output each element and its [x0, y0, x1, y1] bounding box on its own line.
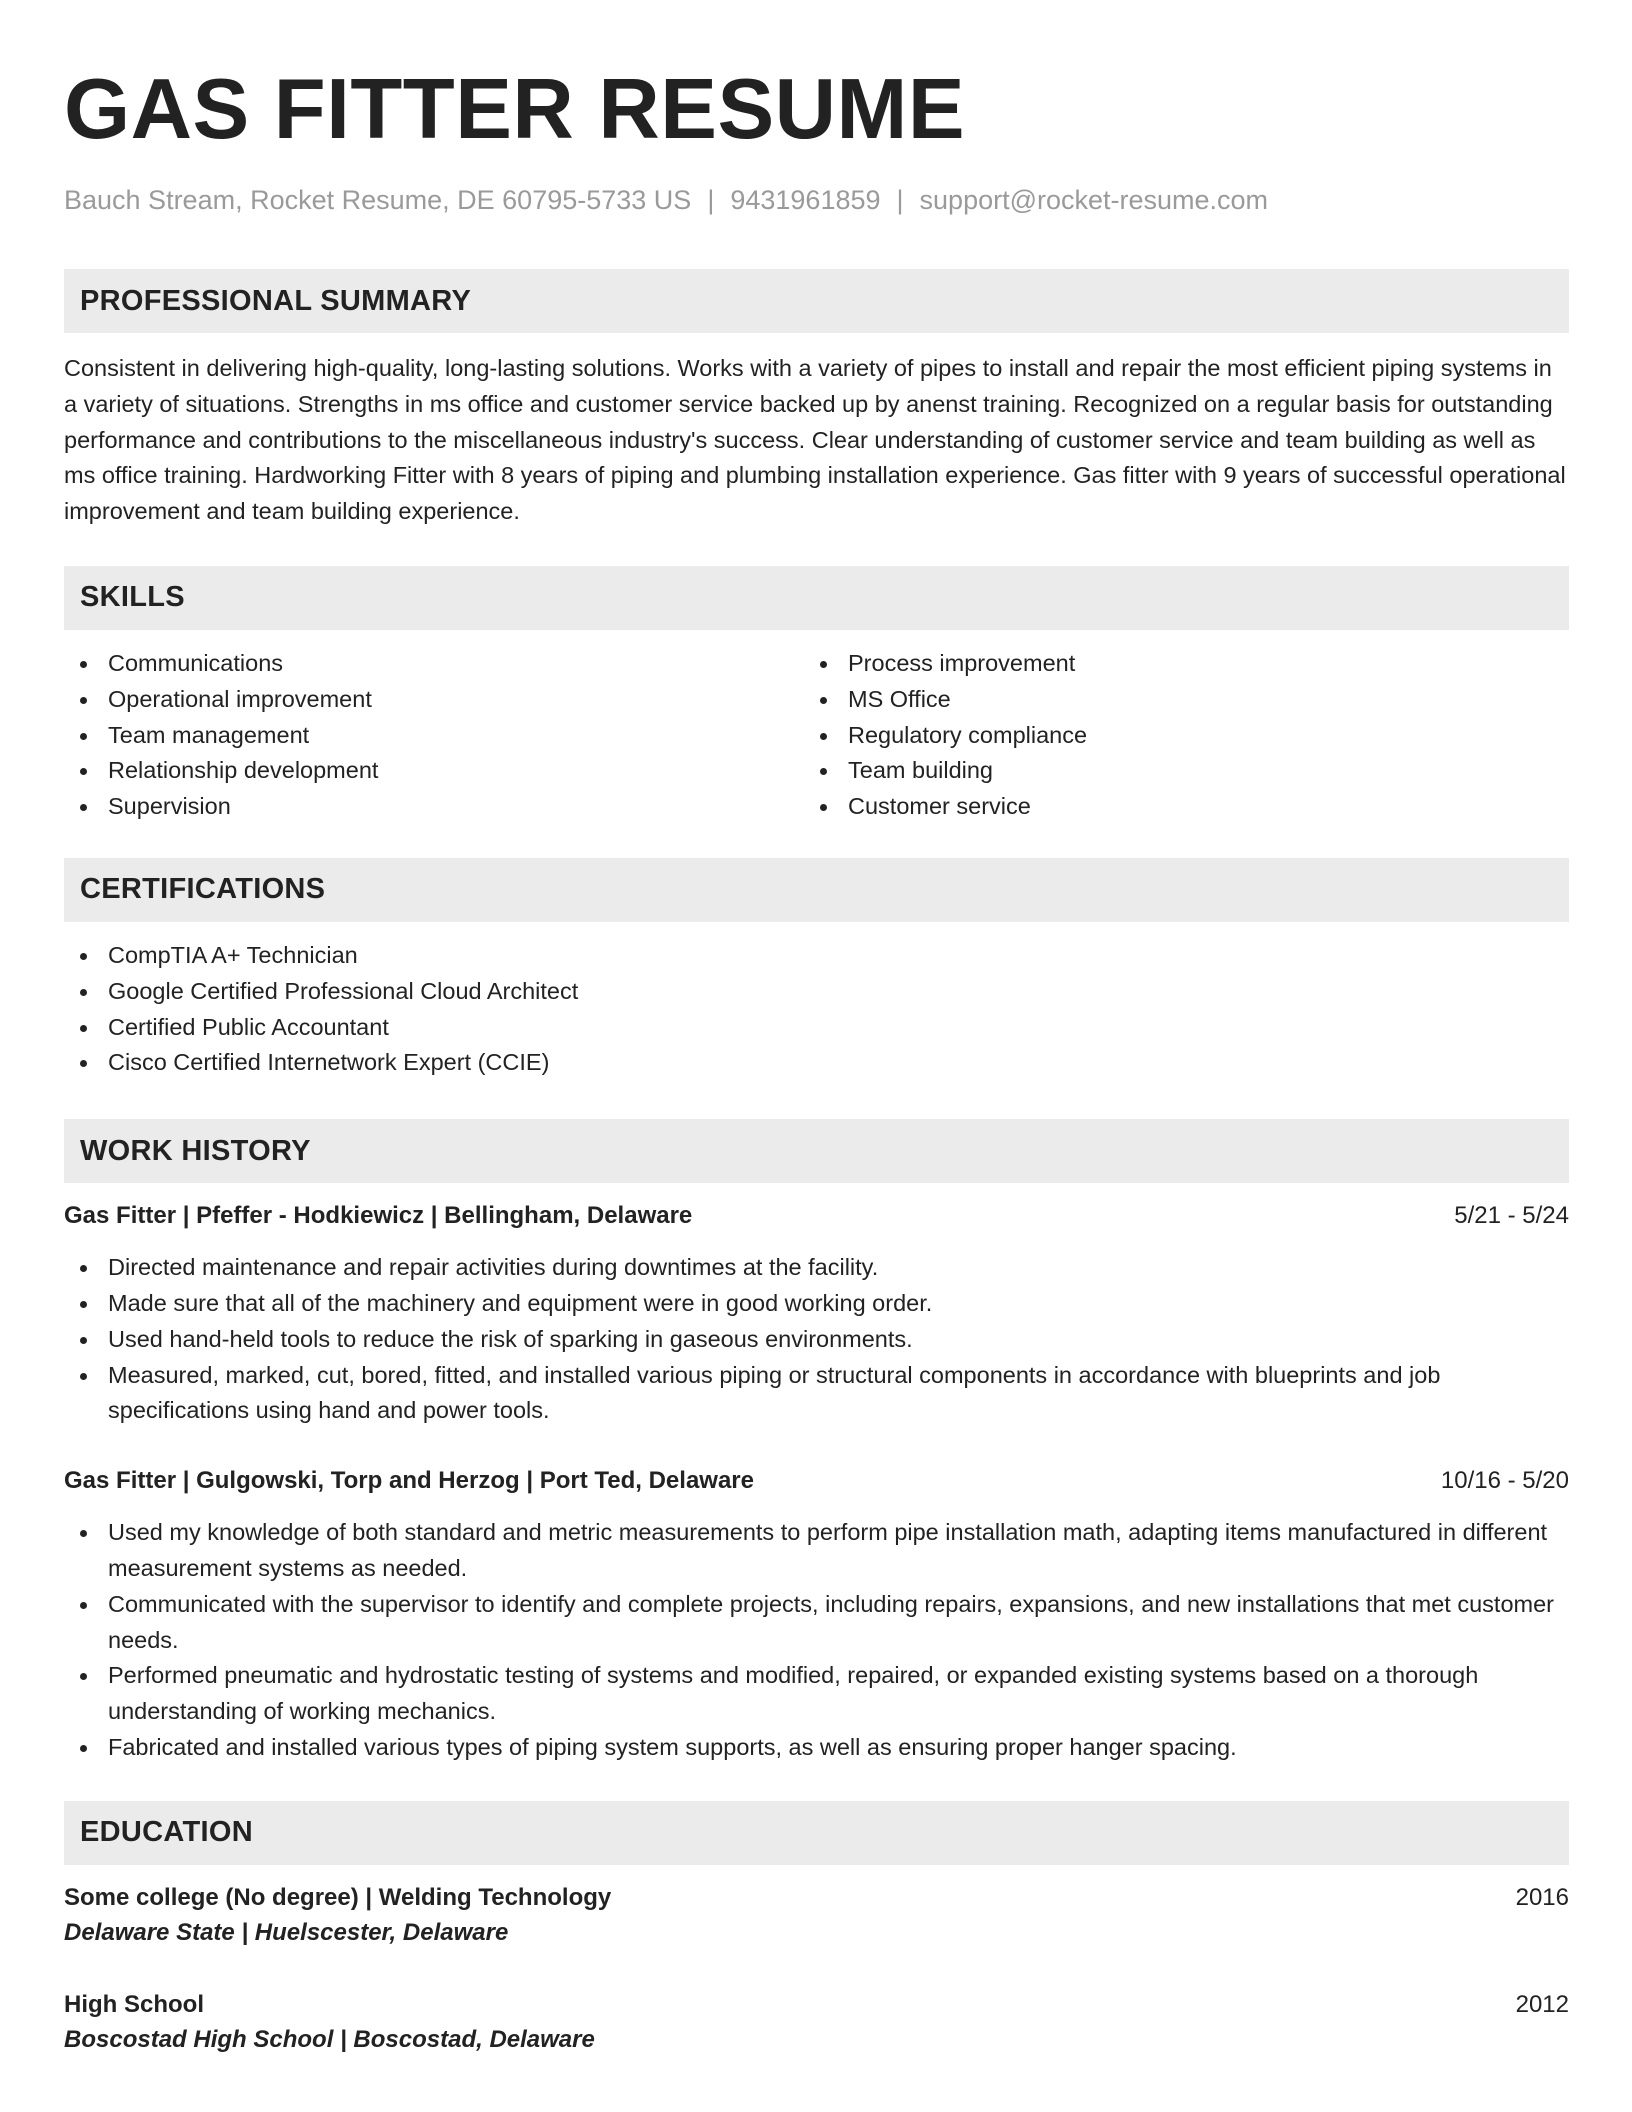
contact-separator: |: [707, 185, 715, 215]
job-bullet: Performed pneumatic and hydrostatic testing of systems and modified, repaired, or expanded existing systems based on a thorough understanding of working mechanics.: [64, 1658, 1569, 1730]
education-degree: High School: [64, 1990, 204, 2018]
education-degree: Some college (No degree) | Welding Technology: [64, 1883, 612, 1911]
skill-item: Team management: [64, 718, 804, 754]
job-dates: 5/21 - 5/24: [1454, 1202, 1569, 1230]
job-bullet: Measured, marked, cut, bored, fitted, and installed various piping or structural components in accordance with blueprints and job specifications using hand and power tools.: [64, 1358, 1569, 1430]
skill-item: Communications: [64, 646, 804, 682]
education-school: Delaware State | Huelscester, Delaware: [64, 1918, 509, 1946]
job-bullets: [64, 1250, 1569, 1429]
contact-line: [64, 182, 1569, 218]
job-header: [64, 1199, 1569, 1233]
certification-item: CompTIA A+ Technician: [64, 938, 1569, 974]
skill-item: Process improvement: [804, 646, 1544, 682]
job-header: [64, 1464, 1569, 1498]
education-entry-header: [64, 1881, 1569, 1915]
skills-heading: SKILLS: [64, 566, 1569, 630]
job-dates: 10/16 - 5/20: [1440, 1467, 1569, 1495]
resume-title: GAS FITTER RESUME: [64, 62, 966, 157]
skill-item: Relationship development: [64, 753, 804, 789]
work-history-heading: WORK HISTORY: [64, 1119, 1569, 1183]
job-title: Gas Fitter | Gulgowski, Torp and Herzog | Port Ted, Delaware: [64, 1467, 754, 1495]
certifications-list: [64, 938, 1569, 1081]
skill-item: Supervision: [64, 789, 804, 825]
skill-item: Team building: [804, 753, 1544, 789]
skill-item: Operational improvement: [64, 682, 804, 718]
education-heading: EDUCATION: [64, 1801, 1569, 1865]
skills-right-column: [804, 646, 1544, 825]
skill-item: Regulatory compliance: [804, 718, 1544, 754]
job-bullet: Directed maintenance and repair activities during downtimes at the facility.: [64, 1250, 1569, 1286]
job-title: Gas Fitter | Pfeffer - Hodkiewicz | Bellingham, Delaware: [64, 1202, 693, 1230]
skills-grid: [64, 646, 1569, 825]
certification-item: Certified Public Accountant: [64, 1010, 1569, 1046]
education-school: Boscostad High School | Boscostad, Delaware: [64, 2025, 595, 2053]
contact-separator: |: [896, 185, 904, 215]
skills-left-column: [64, 646, 804, 825]
summary-text: Consistent in delivering high-quality, long-lasting solutions. Works with a variety of pipes to install and repair the most efficient piping systems in a variety of situations. Strengths in ms office and customer service backed up by anenst training. Recognized on a regular basis for outstanding performance and contributions to the miscellaneous industry's success. Clear understanding of customer service and team building as well as ms office training. Hardworking Fitter with 8 years of piping and plumbing installation experience. Gas fitter with 9 years of successful operational improvement and team building experience.: [64, 355, 1566, 525]
education-year: 2016: [1515, 1883, 1569, 1911]
job-bullet: Made sure that all of the machinery and equipment were in good working order.: [64, 1286, 1569, 1322]
job-bullet: Used hand-held tools to reduce the risk of sparking in gaseous environments.: [64, 1322, 1569, 1358]
skill-item: MS Office: [804, 682, 1544, 718]
job-bullets: [64, 1515, 1569, 1766]
job-bullet: Used my knowledge of both standard and metric measurements to perform pipe installation math, adapting items manufactured in different measurement systems as needed.: [64, 1515, 1569, 1587]
education-year: 2012: [1515, 1990, 1569, 2018]
contact-email: support@rocket-resume.com: [919, 185, 1269, 215]
job-bullet: Communicated with the supervisor to identify and complete projects, including repairs, expansions, and new installations that met customer needs.: [64, 1587, 1569, 1659]
contact-phone: 9431961859: [730, 185, 881, 215]
certification-item: Google Certified Professional Cloud Architect: [64, 974, 1569, 1010]
certification-item: Cisco Certified Internetwork Expert (CCIE): [64, 1045, 1569, 1081]
certifications-heading: CERTIFICATIONS: [64, 858, 1569, 922]
summary-heading: PROFESSIONAL SUMMARY: [64, 269, 1569, 333]
contact-address: Bauch Stream, Rocket Resume, DE 60795-5733 US: [64, 185, 692, 215]
education-entry-header: [64, 1988, 1569, 2022]
skill-item: Customer service: [804, 789, 1544, 825]
job-bullet: Fabricated and installed various types of piping system supports, as well as ensuring proper hanger spacing.: [64, 1730, 1569, 1766]
